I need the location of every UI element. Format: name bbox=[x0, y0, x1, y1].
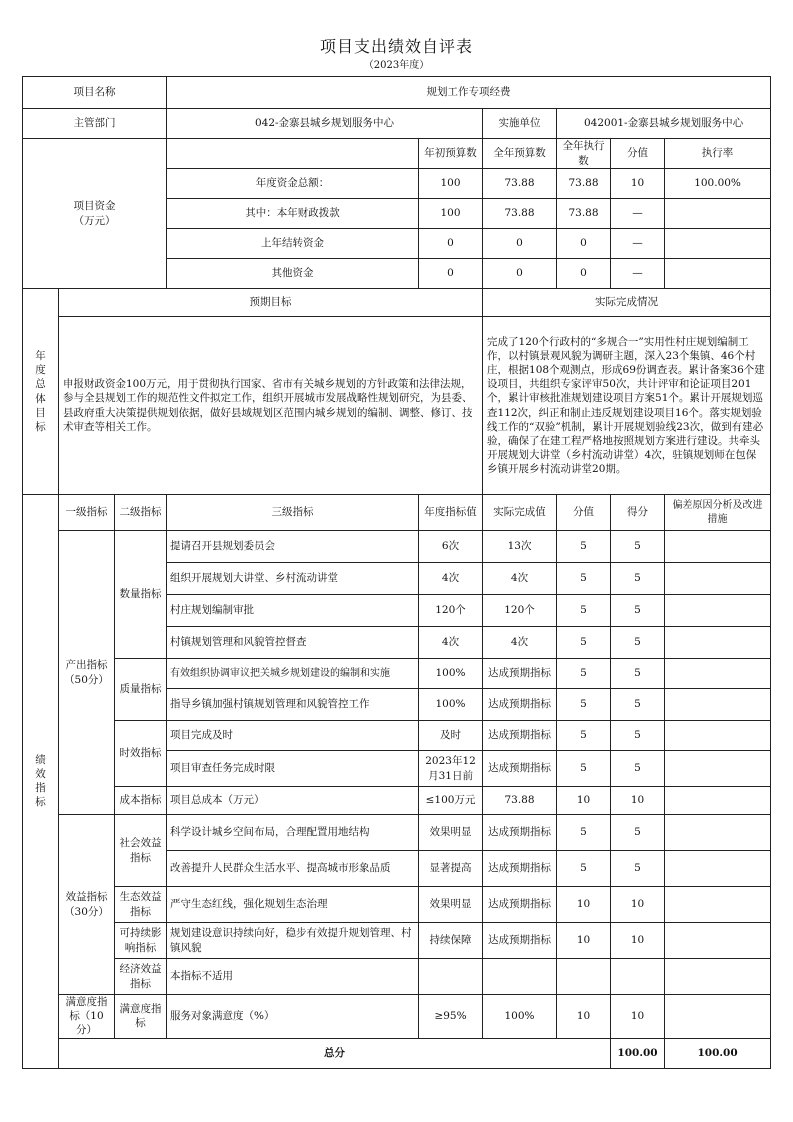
indicator-got: 5 bbox=[611, 531, 665, 563]
indicator-got: 5 bbox=[611, 721, 665, 751]
indicator-note bbox=[665, 959, 771, 995]
funds-cell: 73.88 bbox=[483, 199, 557, 229]
funds-row-name: 上年结转资金 bbox=[167, 229, 419, 259]
total-score: 100.00 bbox=[611, 1038, 665, 1068]
indicator-name: 改善提升人民群众生活水平、提高城市形象品质 bbox=[167, 851, 419, 887]
indicator-score: 10 bbox=[557, 787, 611, 815]
indicator-name: 村镇规划管理和风貌管控督查 bbox=[167, 627, 419, 659]
indicator-note bbox=[665, 627, 771, 659]
indicator-got bbox=[611, 959, 665, 995]
indicator-actual: 73.88 bbox=[483, 787, 557, 815]
indicator-score: 5 bbox=[557, 689, 611, 721]
indicator-score: 5 bbox=[557, 659, 611, 689]
perf-header-1: 二级指标 bbox=[115, 495, 167, 531]
funds-cell: 10 bbox=[611, 169, 665, 199]
indicator-score: 5 bbox=[557, 563, 611, 595]
indicator-got: 5 bbox=[611, 851, 665, 887]
indicator-actual: 达成预期指标 bbox=[483, 721, 557, 751]
evaluation-table bbox=[22, 76, 771, 1069]
funds-cell bbox=[665, 199, 771, 229]
indicator-note bbox=[665, 721, 771, 751]
indicator-name: 村庄规划编制审批 bbox=[167, 595, 419, 627]
indicator-note bbox=[665, 531, 771, 563]
indicator-note bbox=[665, 851, 771, 887]
indicator-got: 5 bbox=[611, 751, 665, 787]
indicator-actual: 达成预期指标 bbox=[483, 887, 557, 923]
indicator-note bbox=[665, 563, 771, 595]
indicator-name: 规划建设意识持续向好，稳步有效提升规划管理、村镇风貌 bbox=[167, 923, 419, 959]
project-name-label: 项目名称 bbox=[23, 77, 167, 109]
funds-label-line1: 项目资金 bbox=[73, 200, 116, 213]
indicator-got: 5 bbox=[611, 627, 665, 659]
indicator-got: 10 bbox=[611, 787, 665, 815]
funds-label bbox=[23, 139, 167, 289]
impl-label: 实施单位 bbox=[483, 109, 557, 139]
funds-cell: 100 bbox=[419, 169, 483, 199]
indicator-actual: 达成预期指标 bbox=[483, 689, 557, 721]
funds-cell: — bbox=[611, 229, 665, 259]
sustain-label: 可持续影响指标 bbox=[115, 923, 167, 959]
indicator-score: 5 bbox=[557, 531, 611, 563]
indicator-name: 科学设计城乡空间布局，合理配置用地结构 bbox=[167, 815, 419, 851]
indicator-got: 5 bbox=[611, 659, 665, 689]
indicator-name: 项目审查任务完成时限 bbox=[167, 751, 419, 787]
funds-cell: — bbox=[611, 199, 665, 229]
perf-side-label: 绩效指标 bbox=[23, 495, 59, 1069]
indicator-actual: 达成预期指标 bbox=[483, 815, 557, 851]
funds-cell: 0 bbox=[419, 229, 483, 259]
indicator-score: 5 bbox=[557, 751, 611, 787]
indicator-actual: 达成预期指标 bbox=[483, 923, 557, 959]
indicator-target: 效果明显 bbox=[419, 815, 483, 851]
funds-cell: 0 bbox=[483, 229, 557, 259]
indicator-target: 2023年12月31日前 bbox=[419, 751, 483, 787]
perf-header-4: 实际完成值 bbox=[483, 495, 557, 531]
indicator-target: 120个 bbox=[419, 595, 483, 627]
funds-header-blank bbox=[167, 139, 419, 169]
funds-row-name: 年度资金总额： bbox=[167, 169, 419, 199]
dept-label: 主管部门 bbox=[23, 109, 167, 139]
indicator-target: 持续保障 bbox=[419, 923, 483, 959]
quantity-label: 数量指标 bbox=[115, 531, 167, 659]
cost-label: 成本指标 bbox=[115, 787, 167, 815]
indicator-score: 10 bbox=[557, 923, 611, 959]
indicator-target: ≥95% bbox=[419, 995, 483, 1039]
indicator-score: 10 bbox=[557, 887, 611, 923]
indicator-target bbox=[419, 959, 483, 995]
indicator-name: 有效组织协调审议把关城乡规划建设的编制和实施 bbox=[167, 659, 419, 689]
funds-cell: 0 bbox=[557, 259, 611, 289]
perf-header-2: 三级指标 bbox=[167, 495, 419, 531]
indicator-name: 组织开展规划大讲堂、乡村流动讲堂 bbox=[167, 563, 419, 595]
indicator-actual: 120个 bbox=[483, 595, 557, 627]
indicator-target: 100% bbox=[419, 659, 483, 689]
actual-header: 实际完成情况 bbox=[483, 289, 771, 317]
funds-cell: 0 bbox=[557, 229, 611, 259]
output-label: 产出指标（50分） bbox=[59, 531, 115, 815]
indicator-score: 10 bbox=[557, 995, 611, 1039]
page-subtitle: （2023年度） bbox=[363, 60, 430, 71]
indicator-score: 5 bbox=[557, 595, 611, 627]
funds-header-2: 全年执行数 bbox=[557, 139, 611, 169]
indicator-note bbox=[665, 815, 771, 851]
indicator-actual: 13次 bbox=[483, 531, 557, 563]
indicator-got: 10 bbox=[611, 887, 665, 923]
indicator-got: 10 bbox=[611, 995, 665, 1039]
page-title: 项目支出绩效自评表 bbox=[319, 37, 473, 56]
indicator-name: 提请召开县规划委员会 bbox=[167, 531, 419, 563]
indicator-got: 5 bbox=[611, 815, 665, 851]
funds-header-1: 全年预算数 bbox=[483, 139, 557, 169]
indicator-name: 指导乡镇加强村镇规划管理和风貌管控工作 bbox=[167, 689, 419, 721]
indicator-got: 5 bbox=[611, 595, 665, 627]
perf-header-6: 得分 bbox=[611, 495, 665, 531]
indicator-target: 100% bbox=[419, 689, 483, 721]
effect-label: 效益指标（30分） bbox=[59, 815, 115, 995]
expected-header: 预期目标 bbox=[59, 289, 483, 317]
project-name-value: 规划工作专项经费 bbox=[167, 77, 771, 109]
indicator-actual bbox=[483, 959, 557, 995]
indicator-note bbox=[665, 689, 771, 721]
funds-cell bbox=[665, 259, 771, 289]
indicator-actual: 达成预期指标 bbox=[483, 851, 557, 887]
indicator-note bbox=[665, 751, 771, 787]
funds-cell bbox=[665, 229, 771, 259]
funds-label-line2: （万元） bbox=[73, 214, 116, 227]
funds-cell: 73.88 bbox=[483, 169, 557, 199]
funds-cell: 0 bbox=[483, 259, 557, 289]
indicator-name: 项目完成及时 bbox=[167, 721, 419, 751]
indicator-score: 5 bbox=[557, 627, 611, 659]
indicator-actual: 达成预期指标 bbox=[483, 751, 557, 787]
quality-label: 质量指标 bbox=[115, 659, 167, 721]
indicator-target: 4次 bbox=[419, 563, 483, 595]
funds-header-4: 执行率 bbox=[665, 139, 771, 169]
timeliness-label: 时效指标 bbox=[115, 721, 167, 787]
goals-side-label: 年度总体目标 bbox=[23, 289, 59, 495]
actual-text: 完成了120个行政村的“多规合一”实用性村庄规划编制工作，以村镇景观风貌为调研主题，深入23个集镇、46个村庄，根据108个观测点，形成69份调查表。累计备案36个建设项目，共组织专家评审50次，共计评审和论证项目201个，累计审核批准规划建设项目方案51个。累计开展规划巡查112次，纠正和制止违反规划建设项目16个。落实规划验线工作的“双验”机制，累计开展规划验线23次，做到有建必验，确保了在建工程严格地按照规划方案进行建设。共牵头开展规划大讲堂（乡村流动讲堂）4次，驻镇规划师在包保乡镇开展乡村流动讲堂20期。 bbox=[483, 317, 771, 495]
satis2-label: 满意度指标 bbox=[115, 995, 167, 1039]
indicator-got: 10 bbox=[611, 923, 665, 959]
indicator-note bbox=[665, 923, 771, 959]
perf-header-5: 分值 bbox=[557, 495, 611, 531]
indicator-actual: 4次 bbox=[483, 627, 557, 659]
funds-row-name: 其中：本年财政拨款 bbox=[167, 199, 419, 229]
indicator-name: 本指标不适用 bbox=[167, 959, 419, 995]
expected-text: 申报财政资金100万元，用于贯彻执行国家、省市有关城乡规划的方针政策和法律法规，参与全县规划工作的规范性文件拟定工作，组织开展城市发展战略性规划研究，为县委、县政府重大决策提供规划依据，做好县域规划区范围内城乡规划的编制、调整、修订、技术审查等相关工作。 bbox=[59, 317, 483, 495]
indicator-note bbox=[665, 995, 771, 1039]
funds-cell: — bbox=[611, 259, 665, 289]
indicator-note bbox=[665, 787, 771, 815]
total-label: 总分 bbox=[59, 1038, 611, 1068]
funds-row-name: 其他资金 bbox=[167, 259, 419, 289]
satisfaction-label: 满意度指标（10分） bbox=[59, 995, 115, 1039]
perf-header-3: 年度指标值 bbox=[419, 495, 483, 531]
eco-label: 生态效益指标 bbox=[115, 887, 167, 923]
indicator-score: 5 bbox=[557, 721, 611, 751]
indicator-target: 显著提高 bbox=[419, 851, 483, 887]
dept-value: 042-金寨县城乡规划服务中心 bbox=[167, 109, 483, 139]
indicator-score: 5 bbox=[557, 815, 611, 851]
funds-cell: 100 bbox=[419, 199, 483, 229]
indicator-actual: 100% bbox=[483, 995, 557, 1039]
indicator-actual: 达成预期指标 bbox=[483, 659, 557, 689]
funds-cell: 73.88 bbox=[557, 169, 611, 199]
indicator-note bbox=[665, 659, 771, 689]
indicator-score bbox=[557, 959, 611, 995]
indicator-got: 5 bbox=[611, 689, 665, 721]
indicator-target: ≤100万元 bbox=[419, 787, 483, 815]
social-label: 社会效益指标 bbox=[115, 815, 167, 887]
funds-cell: 100.00% bbox=[665, 169, 771, 199]
indicator-note bbox=[665, 595, 771, 627]
funds-cell: 0 bbox=[419, 259, 483, 289]
indicator-target: 及时 bbox=[419, 721, 483, 751]
economic-label: 经济效益指标 bbox=[115, 959, 167, 995]
funds-cell: 73.88 bbox=[557, 199, 611, 229]
indicator-name: 严守生态红线，强化规划生态治理 bbox=[167, 887, 419, 923]
indicator-target: 4次 bbox=[419, 627, 483, 659]
total-got: 100.00 bbox=[665, 1038, 771, 1068]
perf-header-7: 偏差原因分析及改进措施 bbox=[665, 495, 771, 531]
impl-value: 042001-金寨县城乡规划服务中心 bbox=[557, 109, 771, 139]
indicator-target: 效果明显 bbox=[419, 887, 483, 923]
indicator-target: 6次 bbox=[419, 531, 483, 563]
indicator-name: 项目总成本（万元） bbox=[167, 787, 419, 815]
indicator-actual: 4次 bbox=[483, 563, 557, 595]
funds-header-0: 年初预算数 bbox=[419, 139, 483, 169]
funds-header-3: 分值 bbox=[611, 139, 665, 169]
indicator-note bbox=[665, 887, 771, 923]
indicator-got: 5 bbox=[611, 563, 665, 595]
perf-header-0: 一级指标 bbox=[59, 495, 115, 531]
indicator-name: 服务对象满意度（%） bbox=[167, 995, 419, 1039]
indicator-score: 5 bbox=[557, 851, 611, 887]
